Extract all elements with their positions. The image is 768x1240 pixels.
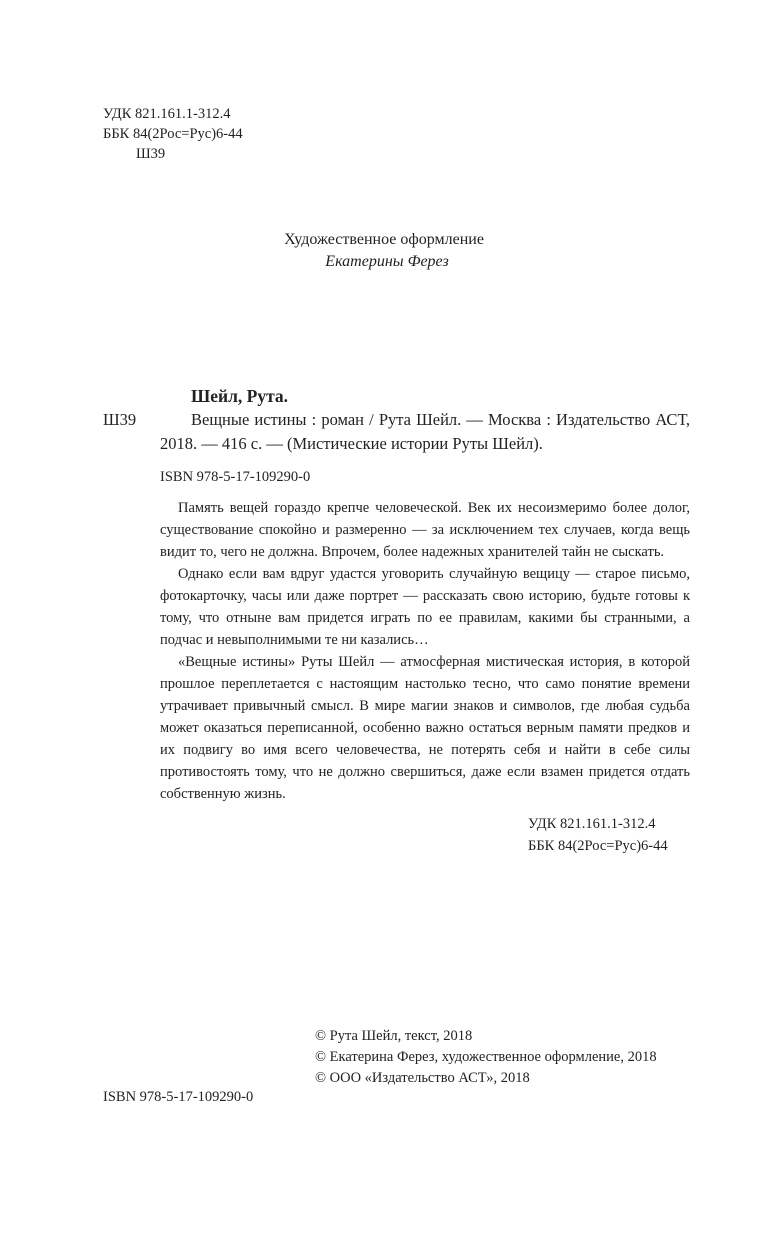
annotation-paragraph: «Вещные истины» Руты Шейл — атмосферная мистическая история, в которой прошлое переплетается с настоящим настолько тесно, что само понятие времени утрачивает привычный смысл. В мире магии знаков и символов, где любая судьба может оказаться переписанной, особенно важно остаться верным памяти предков и их подвигу во имя всего человечества, не потерять себя и найти в себе силы противостоять тому, что не должно свершиться, даже если взамен придется отдать собственную жизнь. bbox=[160, 654, 690, 802]
copyright-line: © ООО «Издательство АСТ», 2018 bbox=[315, 1070, 530, 1086]
footer-classification-codes bbox=[528, 813, 668, 857]
copyright-line: © Рута Шейл, текст, 2018 bbox=[315, 1028, 473, 1044]
footer-udk-code: УДК 821.161.1-312.4 bbox=[528, 816, 656, 832]
catalog-entry: Вещные истины : роман / Рута Шейл. — Москва : Издательство АСТ, 2018. — 416 с. — (Мистические истории Руты Шейл). bbox=[160, 410, 690, 453]
footer-bbk-code: ББК 84(2Рос=Рус)6-44 bbox=[528, 838, 668, 854]
annotation-paragraph: Память вещей гораздо крепче человеческой. Век их несоизмеримо более долог, существование спокойно и размеренно — за исключением тех случаев, когда вещь видит то, чего не должна. Впрочем, более надежных хранителей тайн не сыскать. bbox=[160, 500, 690, 560]
catalog-author: Шейл, Рута. bbox=[191, 386, 289, 406]
copyright-line: © Екатерина Ферез, художественное оформление, 2018 bbox=[315, 1049, 657, 1065]
design-credit-title: Художественное оформление bbox=[284, 231, 484, 248]
bbk-code: ББК 84(2Рос=Рус)6-44 bbox=[103, 126, 243, 142]
udk-code: УДК 821.161.1-312.4 bbox=[103, 106, 231, 122]
design-credit-artist: Екатерины Ферез bbox=[325, 253, 449, 270]
catalog-code: Ш39 bbox=[103, 410, 137, 429]
design-credit bbox=[0, 229, 768, 273]
annotation bbox=[160, 497, 690, 805]
classification-codes bbox=[103, 104, 243, 164]
copyright-block bbox=[315, 1026, 657, 1089]
catalog-isbn: ISBN 978-5-17-109290-0 bbox=[160, 469, 311, 485]
bottom-isbn: ISBN 978-5-17-109290-0 bbox=[103, 1089, 254, 1105]
author-sign-code: Ш39 bbox=[136, 146, 166, 162]
annotation-paragraph: Однако если вам вдруг удастся уговорить случайную вещицу — старое письмо, фотокарточку, часы или даже портрет — рассказать свою историю, будьте готовы к тому, что отныне вам придется играть по ее правилам, какими бы странными, а подчас и невыполнимыми те ни казались… bbox=[160, 566, 690, 648]
